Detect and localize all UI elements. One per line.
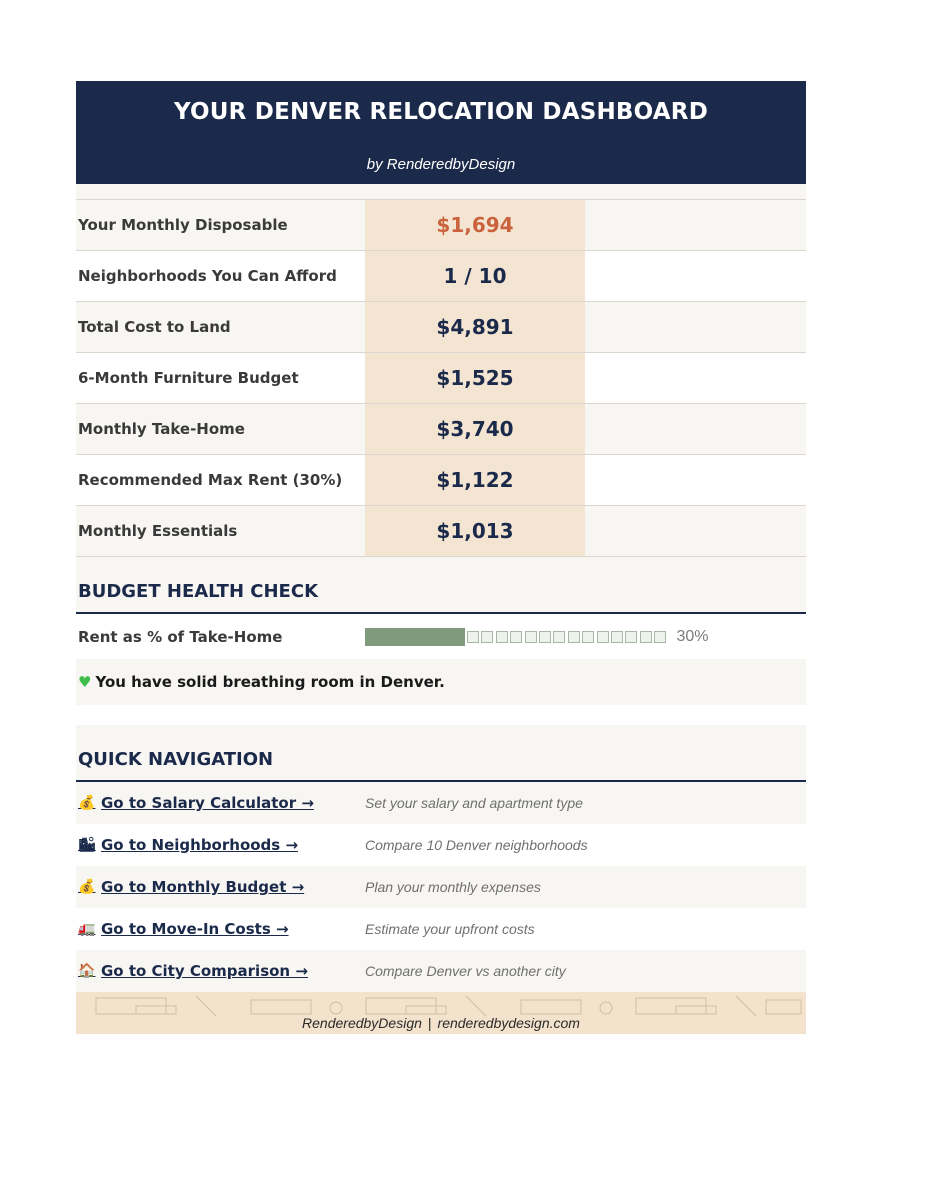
dashboard-sheet — [76, 81, 806, 1034]
nav-description: Set your salary and apartment type — [365, 795, 583, 811]
move-in-costs-link[interactable] — [76, 920, 365, 938]
bar-filled-segment — [365, 628, 465, 646]
page-title: YOUR DENVER RELOCATION DASHBOARD — [174, 99, 708, 125]
nav-link-label: Go to Salary Calculator → — [101, 794, 314, 812]
byline: by RenderedbyDesign — [366, 156, 516, 173]
footer-brand: RenderedbyDesign — [302, 1015, 422, 1031]
nav-row — [76, 950, 806, 992]
metric-empty-cell — [585, 506, 806, 556]
metric-empty-cell — [585, 455, 806, 505]
metric-value: $3,740 — [365, 404, 585, 454]
metric-value: $1,525 — [365, 353, 585, 403]
salary-calculator-link[interactable] — [76, 794, 365, 812]
nav-link-label: Go to Monthly Budget → — [101, 878, 305, 896]
nav-row — [76, 782, 806, 824]
metric-row — [76, 353, 806, 404]
money-bag-icon: 💰 — [78, 795, 96, 811]
footer-separator: | — [427, 1015, 432, 1031]
bar-empty-cell — [597, 631, 609, 643]
house-icon: 🏠 — [78, 963, 96, 979]
bar-empty-cell — [467, 631, 479, 643]
metric-value: $1,013 — [365, 506, 585, 556]
health-message — [76, 659, 806, 705]
header-gap — [76, 184, 806, 199]
nav-row — [76, 866, 806, 908]
metrics-table — [76, 199, 806, 557]
quick-navigation-section-header — [76, 725, 806, 782]
truck-icon: 🚛 — [78, 921, 96, 937]
bar-empty-cell — [654, 631, 666, 643]
bar-empty-cell — [582, 631, 594, 643]
metric-label: Neighborhoods You Can Afford — [78, 267, 337, 285]
bar-empty-cell — [625, 631, 637, 643]
metric-empty-cell — [585, 302, 806, 352]
navigation-list — [76, 782, 806, 992]
nav-link-label: Go to City Comparison → — [101, 962, 308, 980]
rent-percent-label: Rent as % of Take-Home — [78, 627, 283, 646]
metric-value: $1,694 — [365, 200, 585, 250]
bar-empty-cell — [525, 631, 537, 643]
metric-row — [76, 455, 806, 506]
bar-empty-cell — [481, 631, 493, 643]
metric-label: Monthly Take-Home — [78, 420, 245, 438]
nav-description: Compare 10 Denver neighborhoods — [365, 837, 588, 853]
nav-link-label: Go to Move-In Costs → — [101, 920, 289, 938]
cityscape-icon: 🏙 — [78, 837, 96, 853]
section-spacer — [76, 705, 806, 725]
metric-row — [76, 302, 806, 353]
metric-row — [76, 404, 806, 455]
metric-label: 6-Month Furniture Budget — [78, 369, 299, 387]
metric-label: Recommended Max Rent (30%) — [78, 471, 343, 489]
metric-value: $4,891 — [365, 302, 585, 352]
nav-row — [76, 908, 806, 950]
health-message-text: You have solid breathing room in Denver. — [95, 673, 445, 691]
nav-row — [76, 824, 806, 866]
budget-health-section-header — [76, 557, 806, 614]
metric-empty-cell — [585, 200, 806, 250]
metric-label: Total Cost to Land — [78, 318, 231, 336]
metric-row — [76, 251, 806, 302]
metric-value: $1,122 — [365, 455, 585, 505]
rent-percent-value: 30% — [676, 627, 709, 645]
nav-description: Plan your monthly expenses — [365, 879, 541, 895]
neighborhoods-link[interactable] — [76, 836, 365, 854]
metric-label: Monthly Essentials — [78, 522, 238, 540]
metric-empty-cell — [585, 251, 806, 301]
bar-empty-cell — [553, 631, 565, 643]
monthly-budget-link[interactable] — [76, 878, 365, 896]
metric-row — [76, 506, 806, 557]
city-comparison-link[interactable] — [76, 962, 365, 980]
metric-value: 1 / 10 — [365, 251, 585, 301]
bar-empty-cell — [640, 631, 652, 643]
nav-description: Estimate your upfront costs — [365, 921, 535, 937]
green-heart-icon: ♥ — [78, 673, 92, 691]
bar-empty-cell — [539, 631, 551, 643]
metric-label: Your Monthly Disposable — [78, 216, 288, 234]
metric-empty-cell — [585, 404, 806, 454]
money-bag-icon: 💰 — [78, 879, 96, 895]
section-title: BUDGET HEALTH CHECK — [78, 581, 319, 602]
bar-empty-cell — [611, 631, 623, 643]
nav-link-label: Go to Neighborhoods → — [101, 836, 299, 854]
bar-empty-cell — [496, 631, 508, 643]
footer-banner — [76, 992, 806, 1034]
footer-url[interactable]: renderedbydesign.com — [437, 1015, 580, 1031]
nav-description: Compare Denver vs another city — [365, 963, 566, 979]
dashboard-header — [76, 81, 806, 184]
metric-empty-cell — [585, 353, 806, 403]
rent-percent-bar — [365, 628, 709, 646]
section-title: QUICK NAVIGATION — [78, 749, 274, 770]
footer-credit — [76, 1015, 806, 1031]
bar-empty-cells — [467, 631, 668, 643]
bar-empty-cell — [568, 631, 580, 643]
rent-percent-row — [76, 614, 806, 659]
metric-row — [76, 200, 806, 251]
bar-empty-cell — [510, 631, 522, 643]
